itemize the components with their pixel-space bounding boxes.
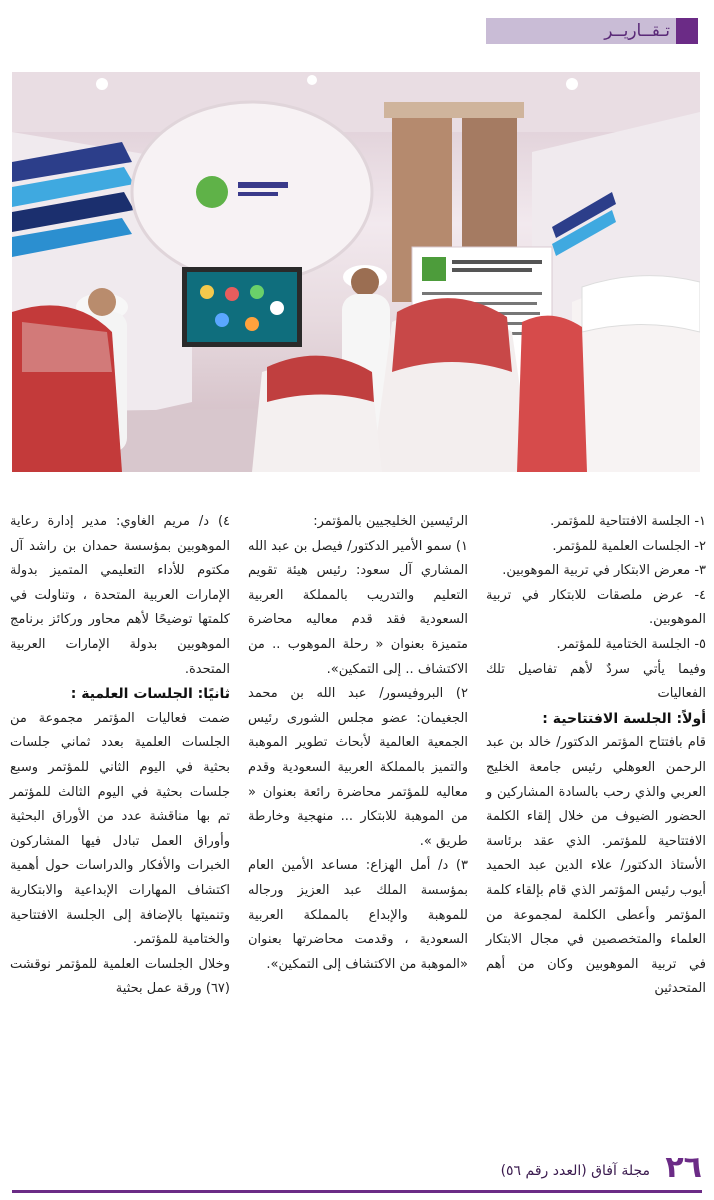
paragraph: قام بافتتاح المؤتمر الدكتور/ خالد بن عبد الرحمن العوهلي رئيس جامعة الخليج العربي والذي رحب بالسادة المشاركين و الحضور الضيوف من خلال إلقاء الكلمة الافتتاحية للمؤتمر. الذي عقد برئاسة الأستاذ الدكتور/ علاء الدين عبد الحميد أيوب رئيس المؤتمر الذي قام بإلقاء كلمة المؤتمر وأعطى الكلمة لمجموعة من العلماء والمتخصصين في مجال الابتكار في تربية الموهوبين وكان من أهم المتحدثين: [486, 735, 706, 997]
paragraph: ١- الجلسة الافتتاحية للمؤتمر.: [550, 514, 706, 529]
paragraph: ٢) البروفيسور/ عبد الله بن محمد الجغيمان: عضو مجلس الشورى رئيس الجمعية العالمية لأبحاث تطوير الموهبة والتميز بالمملكة العربية السعودية وقدم معاليه للمؤتمر محاضرة رائعة بعنوان « من الموهبة للابتكار ... منهجية وخارطة طريق ».: [248, 686, 468, 849]
paragraph: الرئيسين الخليجيين بالمؤتمر:: [313, 514, 468, 529]
section-title: تـقــاريــر: [604, 21, 670, 41]
magazine-issue: مجلة آفاق (العدد رقم ٥٦): [500, 1163, 650, 1179]
article-columns: [10, 510, 706, 1138]
footer-rule: [12, 1190, 702, 1193]
paragraph: ٤) د/ مريم الغاوي: مدير إدارة رعاية الموهوبين بمؤسسة حمدان بن راشد آل مكتوم للأداء التعليمي المتميز بدولة الإمارات العربية المتحدة ، وتناولت في كلمتها توضيحًا لأهم محاور وركائز برنامج الموهوبين بدولة الإمارات العربية المتحدة.: [10, 514, 230, 677]
conference-photo: [12, 72, 700, 472]
page-number: ٢٦: [665, 1150, 702, 1185]
paragraph: ٣) د/ أمل الهزاع: مساعد الأمين العام بمؤسسة الملك عبد العزيز ورجاله للموهبة والإبداع بالمملكة العربية السعودية ، وقدمت محاضرتها بعنوان «الموهبة من الاكتشاف إلى التمكين».: [248, 858, 468, 972]
paragraph: ٥- الجلسة الختامية للمؤتمر.: [556, 636, 706, 652]
paragraph: وفيما يأتي سردٌ لأهم تفاصيل تلك الفعاليات: [486, 661, 706, 702]
photo-illustration: [12, 72, 700, 472]
paragraph: وخلال الجلسات العلمية للمؤتمر نوقشت (٦٧) ورقة عمل بحثية: [10, 956, 230, 997]
paragraph: ٤- عرض ملصقات للابتكار في تربية الموهوبين.: [486, 587, 706, 628]
paragraph: ٢- الجلسات العلمية للمؤتمر.: [552, 538, 706, 554]
column-middle: [248, 510, 468, 1138]
section-heading: ثانيًا: الجلسات العلمية :: [70, 686, 230, 703]
paragraph: ٣- معرض الابتكار في تربية الموهوبين.: [502, 563, 706, 579]
column-right: [486, 510, 706, 1138]
paragraph: ١) سمو الأمير الدكتور/ فيصل بن عبد الله المشاري آل سعود: رئيس هيئة تقويم التعليم والتدريب بالمملكة العربية السعودية فقد قدم معاليه محاضرة متميزة بعنوان « رحلة الموهوب .. من الاكتشاف .. إلى التمكين».: [248, 538, 468, 677]
section-heading: أولاً: الجلسة الافتتاحية :: [542, 710, 706, 727]
header-tab-accent: [676, 18, 698, 44]
paragraph: ضمت فعاليات المؤتمر مجموعة من الجلسات العلمية بعدد ثماني جلسات بحثية في اليوم الثاني للمؤتمر وسبع جلسات بحثية في اليوم الثالث للمؤتمر تم بها مناقشة عدد من الأوراق البحثية وأوراق العمل تبادل فيها المشاركون الخبرات والأفكار والدراسات حول أهمية اكتشاف المهارات الإبداعية والابتكارية وتنميتها بالإضافة إلى الجلسة الافتتاحية والختامية للمؤتمر.: [10, 710, 230, 948]
column-left: [10, 510, 230, 1138]
